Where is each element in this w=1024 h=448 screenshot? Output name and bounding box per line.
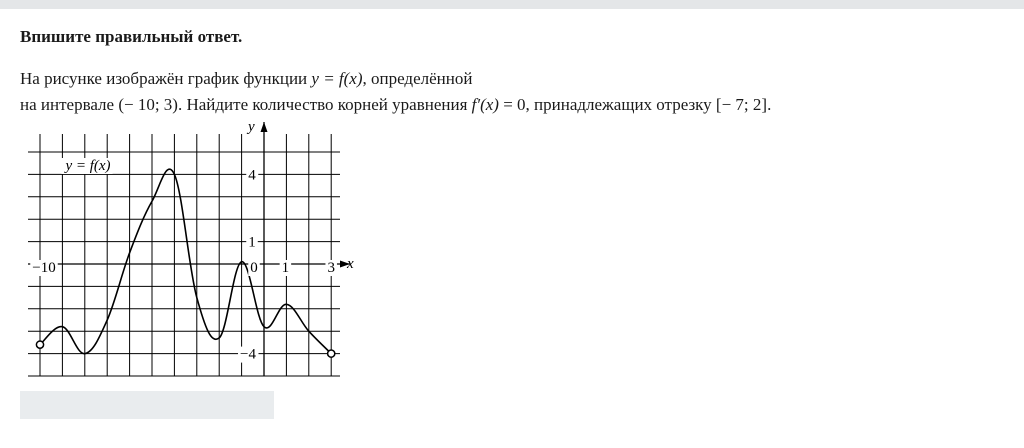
- endpoints: [36, 341, 334, 357]
- task-text-line2-func: f′(x): [471, 95, 499, 114]
- task-heading: Впишите правильный ответ.: [20, 27, 243, 46]
- tick-label-y-4: 4: [248, 167, 256, 184]
- tick-label-y-minus4: −4: [240, 346, 256, 363]
- task-text-line-2: [20, 92, 771, 118]
- task-text-line1-suffix: , определённой: [362, 69, 473, 88]
- tick-label-x-3: 3: [327, 260, 335, 276]
- y-axis-arrow: [261, 122, 268, 132]
- tick-label-x-0: 0: [250, 260, 258, 276]
- task-text-line1-func: y = f(x): [311, 69, 363, 88]
- top-bar: [0, 0, 1024, 9]
- task-text-line2-prefix: на интервале (− 10; 3). Найдите количество корней уравнения: [20, 95, 472, 114]
- tick-label-x-minus10: −10: [32, 260, 56, 276]
- open-endpoint-left: [36, 341, 43, 348]
- answer-input[interactable]: [20, 391, 274, 419]
- task-text: [20, 66, 771, 118]
- tick-label-y-1: 1: [248, 234, 256, 251]
- task-text-line-1: [20, 66, 771, 92]
- open-endpoint-right: [328, 350, 335, 357]
- function-graph: [20, 116, 360, 384]
- tick-label-x-1: 1: [281, 260, 290, 276]
- task-text-line2-suffix: = 0, принадлежащих отрезку [− 7; 2].: [498, 95, 772, 114]
- axis-label-y: y: [248, 119, 255, 135]
- task-text-line1-prefix: На рисунке изображён график функции: [20, 69, 312, 88]
- function-label: y = f(x): [65, 158, 111, 174]
- axis-label-x: x: [347, 256, 354, 272]
